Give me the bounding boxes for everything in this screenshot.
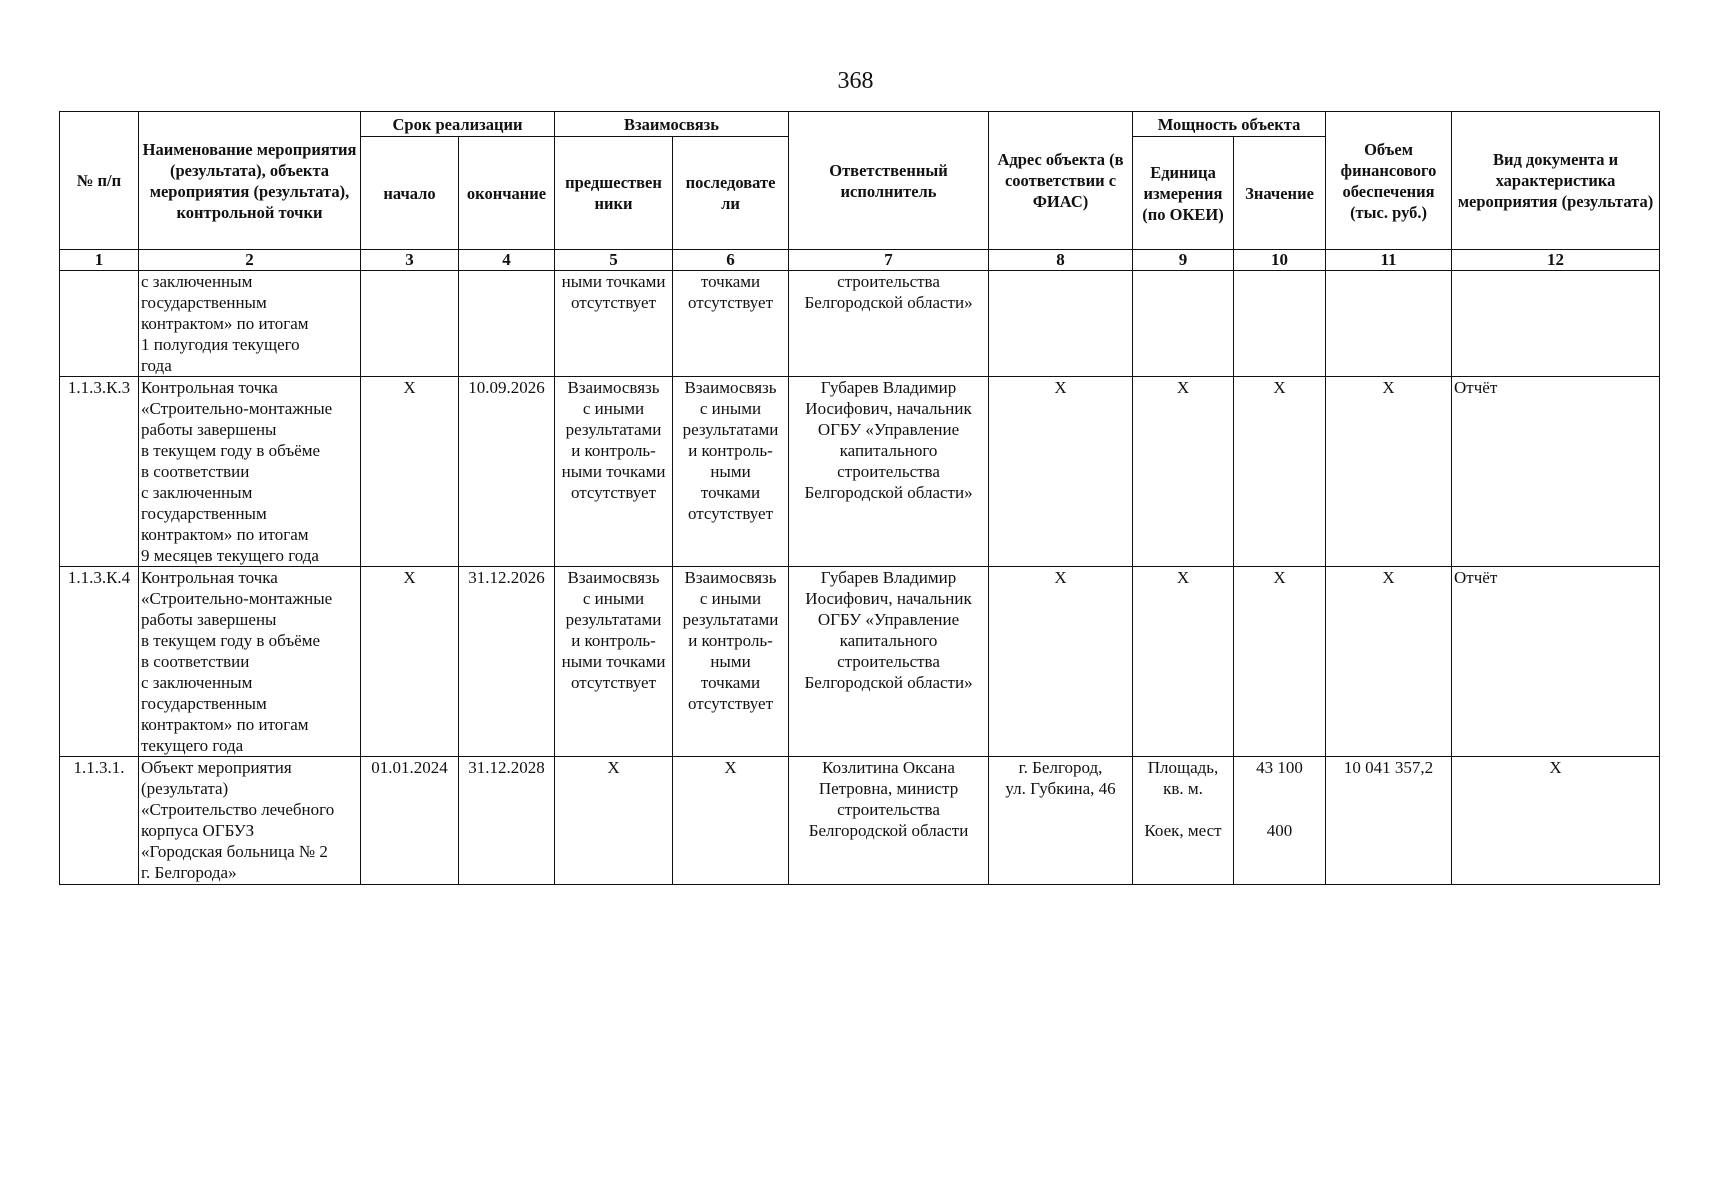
header-unit: Единица измерения (по ОКЕИ) [1133,137,1234,250]
cell-successors: Взаимосвязь с иными результатами и контроль- ными точками отсутствует [673,567,789,757]
cell-value: Х [1234,377,1326,567]
column-number: 10 [1234,250,1326,271]
column-numbers-row [60,250,1660,271]
cell-responsible: Козлитина Оксана Петровна, министр строительства Белгородской области [789,757,989,885]
cell-financing [1326,271,1452,377]
header-group-capacity: Мощность объекта [1133,112,1326,137]
cell-end: 10.09.2026 [459,377,555,567]
cell-responsible: строительства Белгородской области» [789,271,989,377]
events-table [59,111,1660,885]
cell-financing: 10 041 357,2 [1326,757,1452,885]
cell-document [1452,271,1660,377]
table-row [60,757,1660,885]
header-end: окончание [459,137,555,250]
cell-address [989,271,1133,377]
cell-predecessors: Взаимосвязь с иными результатами и контроль- ными точками отсутствует [555,567,673,757]
cell-responsible: Губарев Владимир Иосифович, начальник ОГБУ «Управление капитального строительства Белгородской области» [789,567,989,757]
cell-unit: Х [1133,377,1234,567]
column-number: 7 [789,250,989,271]
cell-successors: Х [673,757,789,885]
cell-name: Объект мероприятия (результата) «Строительство лечебного корпуса ОГБУЗ «Городская больница № 2 г. Белгорода» [139,757,361,885]
header-value: Значение [1234,137,1326,250]
cell-end [459,271,555,377]
header-num: № п/п [60,112,139,250]
cell-num: 1.1.3.1. [60,757,139,885]
cell-start [361,271,459,377]
column-number: 4 [459,250,555,271]
cell-unit: Площадь, кв. м. Коек, мест [1133,757,1234,885]
header-group-link: Взаимосвязь [555,112,789,137]
header-group-term: Срок реализации [361,112,555,137]
cell-financing: Х [1326,377,1452,567]
column-number: 12 [1452,250,1660,271]
header-start: начало [361,137,459,250]
header-successors: последовате ли [673,137,789,250]
page-number: 368 [837,68,874,94]
table-row [60,271,1660,377]
header-address: Адрес объекта (в соответствии с ФИАС) [989,112,1133,250]
cell-financing: Х [1326,567,1452,757]
column-number: 9 [1133,250,1234,271]
cell-value: Х [1234,567,1326,757]
header-financing: Объем финансового обеспечения (тыс. руб.) [1326,112,1452,250]
cell-document: Отчёт [1452,377,1660,567]
cell-successors: точками отсутствует [673,271,789,377]
cell-start: Х [361,567,459,757]
column-number: 11 [1326,250,1452,271]
cell-responsible: Губарев Владимир Иосифович, начальник ОГБУ «Управление капитального строительства Белгородской области» [789,377,989,567]
column-number: 5 [555,250,673,271]
column-number: 2 [139,250,361,271]
table-row [60,567,1660,757]
cell-address: Х [989,567,1133,757]
cell-end: 31.12.2028 [459,757,555,885]
cell-start: Х [361,377,459,567]
cell-address: Х [989,377,1133,567]
cell-name: Контрольная точка «Строительно-монтажные работы завершены в текущем году в объёме в соответствии с заключенным государственным контрактом» по итогам текущего года [139,567,361,757]
header-responsible: Ответственный исполнитель [789,112,989,250]
cell-num: 1.1.3.К.3 [60,377,139,567]
cell-num [60,271,139,377]
cell-address: г. Белгород, ул. Губкина, 46 [989,757,1133,885]
cell-value: 43 100 400 [1234,757,1326,885]
column-number: 1 [60,250,139,271]
column-number: 8 [989,250,1133,271]
cell-name: с заключенным государственным контрактом» по итогам 1 полугодия текущего года [139,271,361,377]
column-number: 6 [673,250,789,271]
cell-document: Х [1452,757,1660,885]
table-row [60,377,1660,567]
cell-successors: Взаимосвязь с иными результатами и контроль- ными точками отсутствует [673,377,789,567]
column-number: 3 [361,250,459,271]
header-name: Наименование мероприятия (результата), объекта мероприятия (результата), контрольной точки [139,112,361,250]
header-predecessors: предшествен ники [555,137,673,250]
cell-end: 31.12.2026 [459,567,555,757]
cell-unit [1133,271,1234,377]
cell-unit: Х [1133,567,1234,757]
cell-predecessors: Взаимосвязь с иными результатами и контроль- ными точками отсутствует [555,377,673,567]
cell-predecessors: ными точками отсутствует [555,271,673,377]
cell-name: Контрольная точка «Строительно-монтажные работы завершены в текущем году в объёме в соответствии с заключенным государственным контрактом» по итогам 9 месяцев текущего года [139,377,361,567]
cell-num: 1.1.3.К.4 [60,567,139,757]
cell-value [1234,271,1326,377]
header-document: Вид документа и характеристика мероприятия (результата) [1452,112,1660,250]
cell-document: Отчёт [1452,567,1660,757]
cell-start: 01.01.2024 [361,757,459,885]
cell-predecessors: Х [555,757,673,885]
